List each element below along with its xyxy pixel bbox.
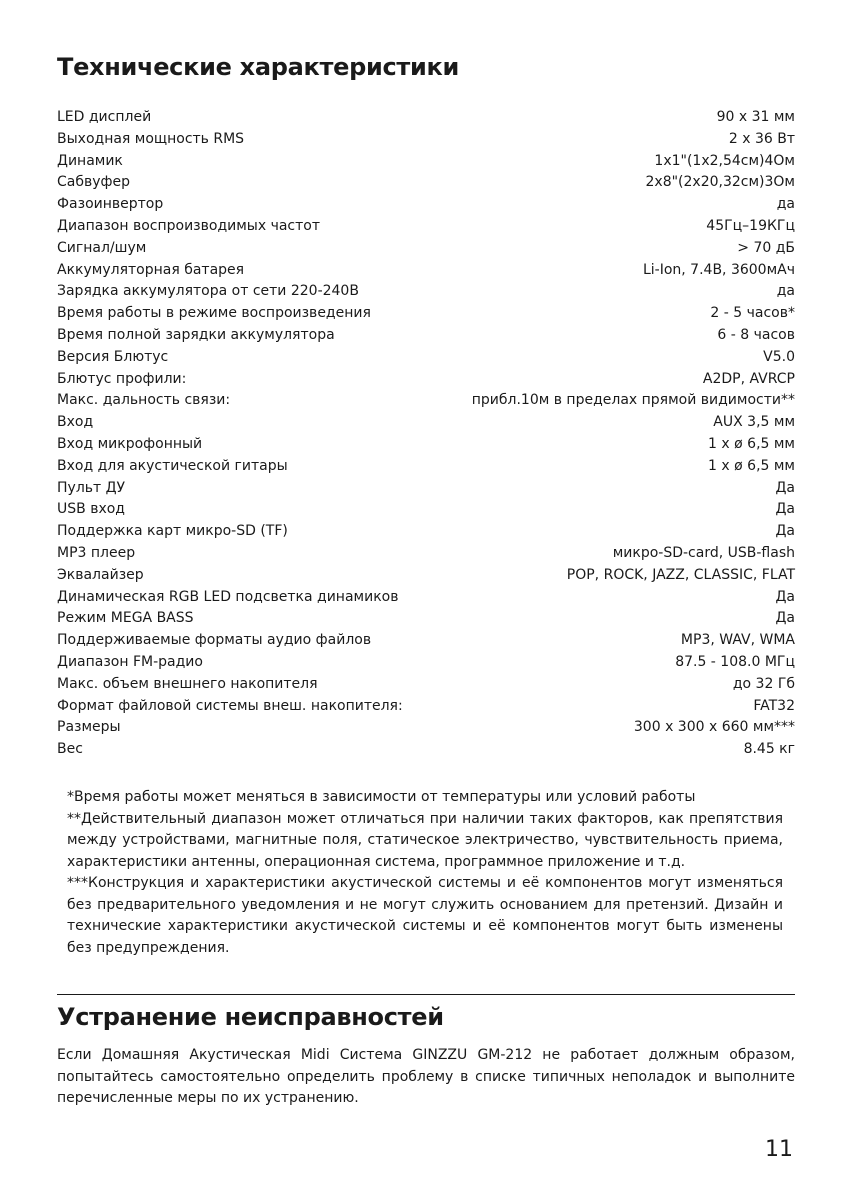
spec-label: Вход для акустической гитары: [57, 457, 288, 474]
spec-row: [57, 608, 795, 630]
spec-label: Режим MEGA BASS: [57, 610, 194, 627]
section-divider: [57, 994, 795, 995]
spec-row: [57, 369, 795, 391]
spec-label: Сигнал/шум: [57, 239, 147, 256]
spec-label: Макс. дальность связи:: [57, 392, 231, 409]
spec-value: 8.45 кг: [743, 741, 795, 758]
spec-row: [57, 194, 795, 216]
spec-label: Время полной зарядки аккумулятора: [57, 326, 335, 343]
spec-value: 1х1"(1х2,54см)4Ом: [654, 152, 795, 169]
spec-value: 45Гц–19КГц: [706, 217, 795, 234]
spec-label: Макс. объем внешнего накопителя: [57, 675, 318, 692]
spec-row: [57, 543, 795, 565]
spec-value: POP, ROCK, JAZZ, CLASSIC, FLAT: [566, 566, 795, 583]
footnote-operating-time: *Время работы может меняться в зависимости от температуры или условий работы: [67, 789, 696, 805]
spec-label: USB вход: [57, 501, 125, 518]
spec-row: [57, 652, 795, 674]
spec-label: Диапазон FM-радио: [57, 653, 203, 670]
spec-label: Вход микрофонный: [57, 435, 203, 452]
spec-value: Li-Ion, 7.4В, 3600мАч: [642, 261, 795, 278]
page-number: 11: [765, 1137, 793, 1162]
spec-value: Да: [775, 588, 795, 605]
spec-label: Формат файловой системы внеш. накопителя:: [57, 697, 403, 714]
spec-row: [57, 630, 795, 652]
spec-value: > 70 дБ: [737, 239, 795, 256]
spec-value: AUX 3,5 мм: [713, 414, 795, 431]
spec-value: Да: [775, 523, 795, 540]
spec-value: 2х8"(2х20,32см)3Ом: [645, 174, 795, 191]
spec-value: прибл.10м в пределах прямой видимости**: [471, 392, 795, 409]
spec-value: V5.0: [763, 348, 795, 365]
spec-label: Динамическая RGB LED подсветка динамиков: [57, 588, 399, 605]
spec-label: Вход: [57, 414, 94, 431]
spec-label: MP3 плеер: [57, 544, 136, 561]
troubleshooting-heading: Устранение неисправностей: [57, 1003, 444, 1031]
spec-label: Зарядка аккумулятора от сети 220-240В: [57, 283, 359, 300]
spec-row: [57, 478, 795, 500]
spec-row: [57, 412, 795, 434]
spec-label: Вес: [57, 741, 83, 758]
footnotes: [67, 787, 783, 959]
spec-value: 87.5 - 108.0 МГц: [675, 653, 795, 670]
spec-label: Поддержка карт микро-SD (TF): [57, 523, 288, 540]
spec-value: 1 х ø 6,5 мм: [708, 457, 795, 474]
spec-label: Пульт ДУ: [57, 479, 126, 496]
spec-row: [57, 521, 795, 543]
spec-row: [57, 499, 795, 521]
spec-label: Эквалайзер: [57, 566, 144, 583]
spec-value: 90 х 31 мм: [716, 109, 795, 125]
spec-value: Да: [775, 610, 795, 627]
spec-row: [57, 674, 795, 696]
spec-row: [57, 456, 795, 478]
spec-label: Сабвуфер: [57, 174, 130, 191]
spec-row: [57, 325, 795, 347]
spec-label: Аккумуляторная батарея: [57, 261, 245, 278]
spec-label: Диапазон воспроизводимых частот: [57, 217, 320, 234]
spec-value: 6 - 8 часов: [717, 326, 795, 343]
spec-value: 300 х 300 х 660 мм***: [633, 719, 795, 736]
spec-label: Выходная мощность RMS: [57, 130, 245, 147]
footnote-range: **Действительный диапазон может отличаться при наличии таких факторов, как препятствия между устройствами, магнитные поля, статическое электричество, чувствительность приема, характеристики антенны, операционная система, программное приложение и т.д.: [67, 810, 783, 870]
spec-row: [57, 303, 795, 325]
spec-row: [57, 696, 795, 718]
footnote-design-changes: ***Конструкция и характеристики акустической системы и её компонентов могут изменяться без предварительного уведомления и не могут служить основанием для претензий. Дизайн и технические характеристики акустической системы и её компонентов могут быть изменены без предупреждения.: [67, 875, 783, 956]
spec-value: да: [776, 196, 795, 213]
spec-row: [57, 260, 795, 282]
spec-value: микро-SD-card, USB-flash: [612, 544, 795, 561]
spec-value: FAT32: [753, 697, 795, 714]
spec-row: [57, 151, 795, 173]
spec-value: до 32 Гб: [732, 675, 795, 692]
spec-row: [57, 565, 795, 587]
spec-row: [57, 172, 795, 194]
spec-row: [57, 739, 795, 761]
spec-value: да: [776, 283, 795, 300]
spec-row: [57, 717, 795, 739]
troubleshooting-intro: Если Домашняя Акустическая Midi Система GINZZU GM-212 не работает должным образом, попытайтесь самостоятельно определить проблему в списке типичных неполадок и выполните перечисленные меры по их устранению.: [57, 1047, 795, 1106]
spec-value: A2DP, AVRCP: [702, 370, 795, 387]
spec-value: Да: [775, 501, 795, 518]
spec-row: [57, 434, 795, 456]
spec-row: [57, 347, 795, 369]
spec-label: Время работы в режиме воспроизведения: [57, 305, 371, 322]
spec-label: Версия Блютус: [57, 348, 169, 365]
spec-row: [57, 281, 795, 303]
spec-value: 2 - 5 часов*: [710, 305, 795, 322]
spec-row: [57, 107, 795, 129]
spec-value: MP3, WAV, WMA: [680, 632, 795, 649]
spec-row: [57, 238, 795, 260]
spec-label: Поддерживаемые форматы аудио файлов: [57, 632, 372, 649]
spec-row: [57, 390, 795, 412]
spec-label: LED дисплей: [57, 109, 152, 125]
spec-row: [57, 216, 795, 238]
specs-list: [57, 107, 795, 761]
spec-value: 1 х ø 6,5 мм: [708, 435, 795, 452]
spec-label: Блютус профили:: [57, 370, 187, 387]
spec-label: Размеры: [57, 719, 121, 736]
spec-row: [57, 587, 795, 609]
specs-heading: Технические характеристики: [57, 53, 460, 81]
spec-label: Фазоинвертор: [57, 196, 164, 213]
spec-value: 2 х 36 Вт: [728, 130, 795, 147]
spec-value: Да: [775, 479, 795, 496]
spec-row: [57, 129, 795, 151]
spec-label: Динамик: [57, 152, 123, 169]
